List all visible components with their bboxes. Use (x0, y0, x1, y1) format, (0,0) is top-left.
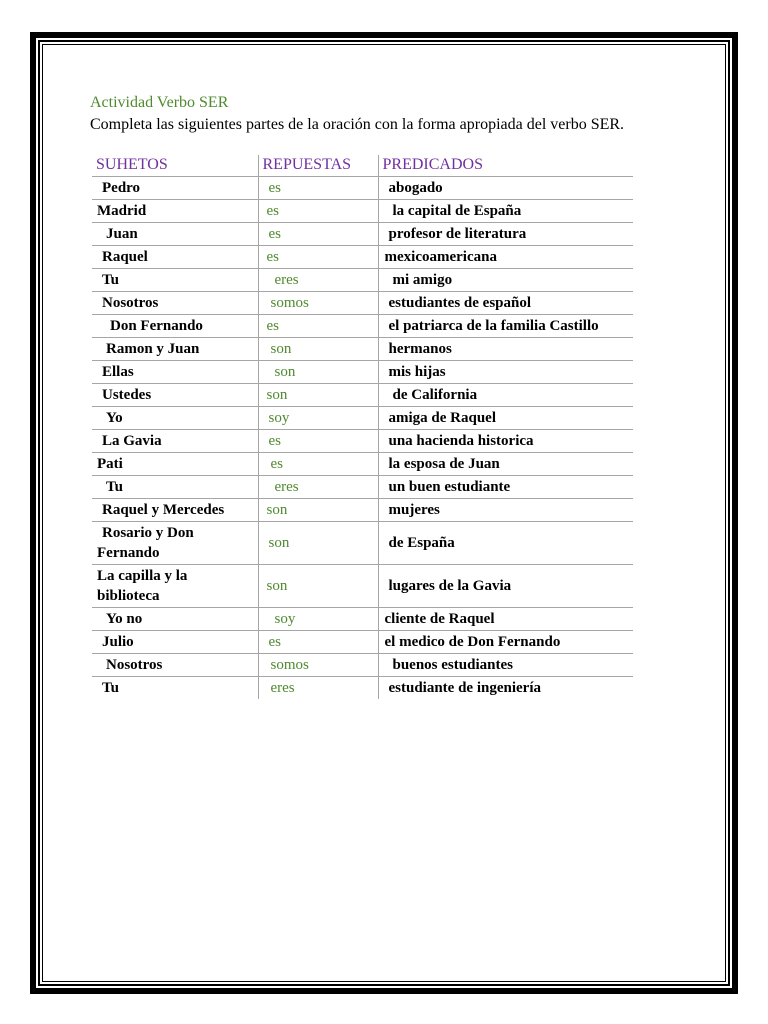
answer-cell: son (258, 338, 378, 361)
table-row (92, 246, 633, 269)
table-header-row (92, 155, 633, 177)
subject-cell: Pedro (92, 177, 258, 200)
activity-title: Actividad Verbo SER (90, 94, 229, 111)
subject-cell: La capilla y la biblioteca (92, 565, 258, 608)
subject-cell: Juan (92, 223, 258, 246)
predicate-cell: mujeres (378, 499, 633, 522)
subject-cell: Raquel y Mercedes (92, 499, 258, 522)
subject-cell: Rosario y Don Fernando (92, 522, 258, 565)
predicate-cell: mi amigo (378, 269, 633, 292)
answer-cell: eres (258, 677, 378, 700)
ser-conjugation-table (92, 155, 633, 699)
answer-cell: es (258, 246, 378, 269)
predicate-cell: estudiante de ingeniería (378, 677, 633, 700)
table-row (92, 407, 633, 430)
answer-cell: es (258, 631, 378, 654)
answer-cell: somos (258, 292, 378, 315)
subject-cell: Nosotros (92, 654, 258, 677)
table-row (92, 476, 633, 499)
predicate-cell: la esposa de Juan (378, 453, 633, 476)
table-row (92, 499, 633, 522)
predicate-cell: hermanos (378, 338, 633, 361)
column-header-predicates: PREDICADOS (378, 155, 633, 177)
predicate-cell: buenos estudiantes (378, 654, 633, 677)
answer-cell: soy (258, 608, 378, 631)
answer-cell: es (258, 200, 378, 223)
table-row (92, 269, 633, 292)
table-row (92, 608, 633, 631)
answer-cell: somos (258, 654, 378, 677)
subject-cell: Yo (92, 407, 258, 430)
answer-cell: es (258, 430, 378, 453)
answer-cell: soy (258, 407, 378, 430)
table-row (92, 453, 633, 476)
activity-instructions: Completa las siguientes partes de la oración con la forma apropiada del verbo SER. (90, 116, 625, 133)
table-row (92, 384, 633, 407)
table-row (92, 292, 633, 315)
answer-cell: son (258, 384, 378, 407)
subject-cell: Julio (92, 631, 258, 654)
table-row (92, 338, 633, 361)
predicate-cell: estudiantes de español (378, 292, 633, 315)
answer-cell: son (258, 522, 378, 565)
table-row (92, 654, 633, 677)
table-row (92, 522, 633, 565)
answer-cell: son (258, 361, 378, 384)
subject-cell: Tu (92, 269, 258, 292)
answer-cell: eres (258, 476, 378, 499)
predicate-cell: de España (378, 522, 633, 565)
column-header-answers: REPUESTAS (258, 155, 378, 177)
table-row (92, 315, 633, 338)
column-header-subjects: SUHETOS (92, 155, 258, 177)
subject-cell: Tu (92, 476, 258, 499)
predicate-cell: abogado (378, 177, 633, 200)
subject-cell: Ellas (92, 361, 258, 384)
answer-cell: eres (258, 269, 378, 292)
answer-cell: es (258, 453, 378, 476)
table-row (92, 631, 633, 654)
table-row (92, 200, 633, 223)
table-row (92, 565, 633, 608)
predicate-cell: amiga de Raquel (378, 407, 633, 430)
answer-cell: son (258, 565, 378, 608)
subject-cell: Tu (92, 677, 258, 700)
subject-cell: Don Fernando (92, 315, 258, 338)
predicate-cell: profesor de literatura (378, 223, 633, 246)
predicate-cell: mexicoamericana (378, 246, 633, 269)
predicate-cell: la capital de España (378, 200, 633, 223)
predicate-cell: cliente de Raquel (378, 608, 633, 631)
subject-cell: Ustedes (92, 384, 258, 407)
subject-cell: Ramon y Juan (92, 338, 258, 361)
predicate-cell: de California (378, 384, 633, 407)
subject-cell: Raquel (92, 246, 258, 269)
subject-cell: Madrid (92, 200, 258, 223)
table-row (92, 677, 633, 700)
predicate-cell: lugares de la Gavia (378, 565, 633, 608)
table-row (92, 430, 633, 453)
predicate-cell: el medico de Don Fernando (378, 631, 633, 654)
predicate-cell: una hacienda historica (378, 430, 633, 453)
subject-cell: Pati (92, 453, 258, 476)
predicate-cell: el patriarca de la familia Castillo (378, 315, 633, 338)
answer-cell: es (258, 223, 378, 246)
subject-cell: Nosotros (92, 292, 258, 315)
predicate-cell: mis hijas (378, 361, 633, 384)
table-row (92, 361, 633, 384)
answer-cell: es (258, 315, 378, 338)
table-row (92, 223, 633, 246)
answer-cell: es (258, 177, 378, 200)
subject-cell: La Gavia (92, 430, 258, 453)
answer-cell: son (258, 499, 378, 522)
predicate-cell: un buen estudiante (378, 476, 633, 499)
subject-cell: Yo no (92, 608, 258, 631)
table-row (92, 177, 633, 200)
